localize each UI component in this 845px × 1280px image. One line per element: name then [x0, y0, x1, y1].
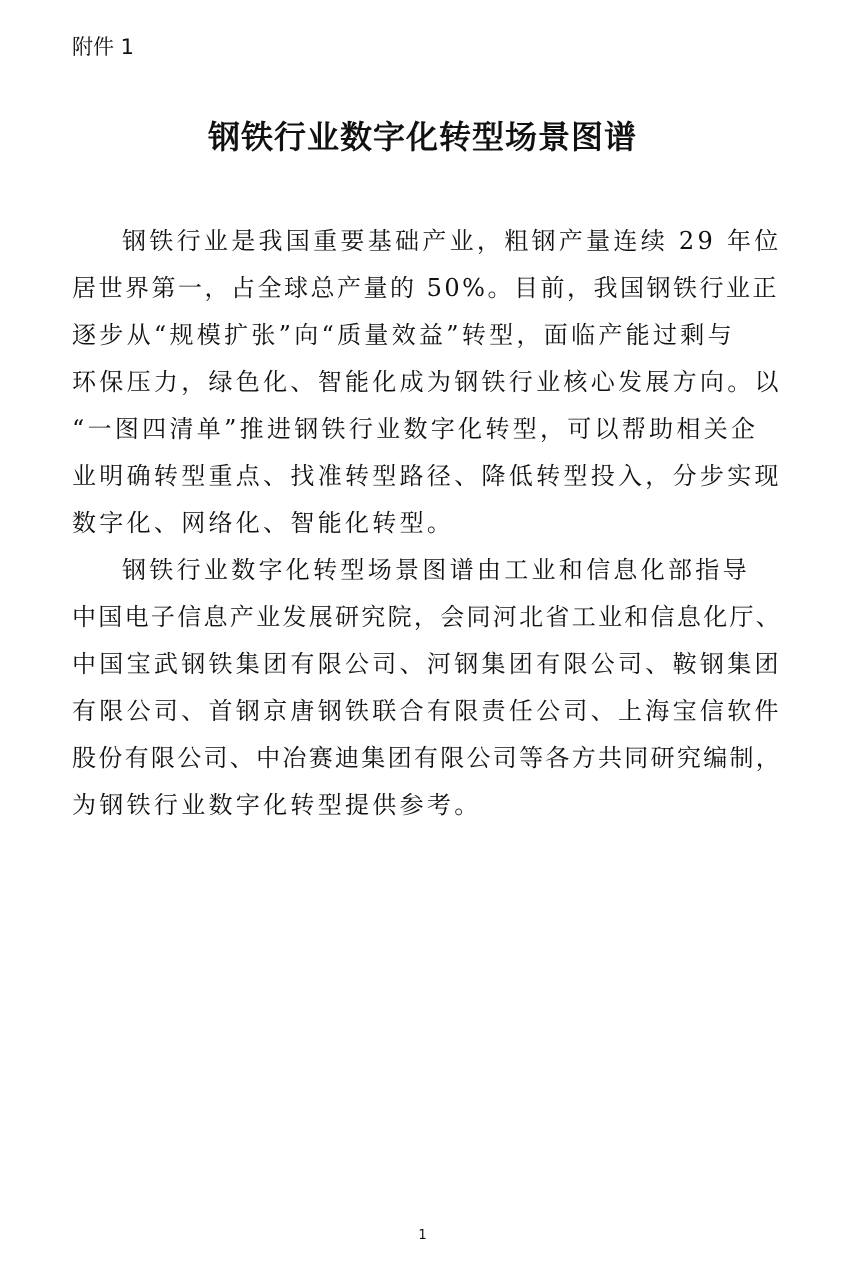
- paragraph-line: 股份有限公司、中冶赛迪集团有限公司等各方共同研究编制，: [72, 744, 783, 772]
- paragraph-line: 数字化、网络化、智能化转型。: [72, 509, 455, 537]
- document-title: 钢铁行业数字化转型场景图谱: [207, 118, 637, 156]
- paragraph-line: 中国电子信息产业发展研究院，会同河北省工业和信息化厅、: [72, 603, 783, 631]
- attachment-label: 附件 1: [72, 35, 135, 59]
- paragraph: [72, 547, 784, 829]
- paragraph-line: 钢铁行业是我国重要基础产业，粗钢产量连续 29 年位: [122, 227, 782, 255]
- paragraph-line: 钢铁行业数字化转型场景图谱由工业和信息化部指导: [122, 556, 750, 584]
- paragraph-line: 为钢铁行业数字化转型提供参考。: [72, 791, 482, 819]
- paragraph: [72, 218, 784, 547]
- paragraph-line: 环保压力，绿色化、智能化成为钢铁行业核心发展方向。以: [72, 368, 782, 396]
- paragraph-line: 有限公司、首钢京唐钢铁联合有限责任公司、上海宝信软件: [72, 697, 782, 725]
- paragraph-line: 中国宝武钢铁集团有限公司、河钢集团有限公司、鞍钢集团: [72, 650, 782, 678]
- page-number: 1: [418, 1228, 427, 1243]
- document-body: [72, 218, 784, 829]
- paragraph-line: 业明确转型重点、找准转型路径、降低转型投入，分步实现: [72, 462, 782, 490]
- paragraph-line: 逐步从“规模扩张”向“质量效益”转型，面临产能过剩与: [72, 321, 735, 349]
- paragraph-line: 居世界第一，占全球总产量的 50%。目前，我国钢铁行业正: [72, 274, 779, 302]
- paragraph-line: “一图四清单”推进钢铁行业数字化转型，可以帮助相关企: [72, 415, 759, 443]
